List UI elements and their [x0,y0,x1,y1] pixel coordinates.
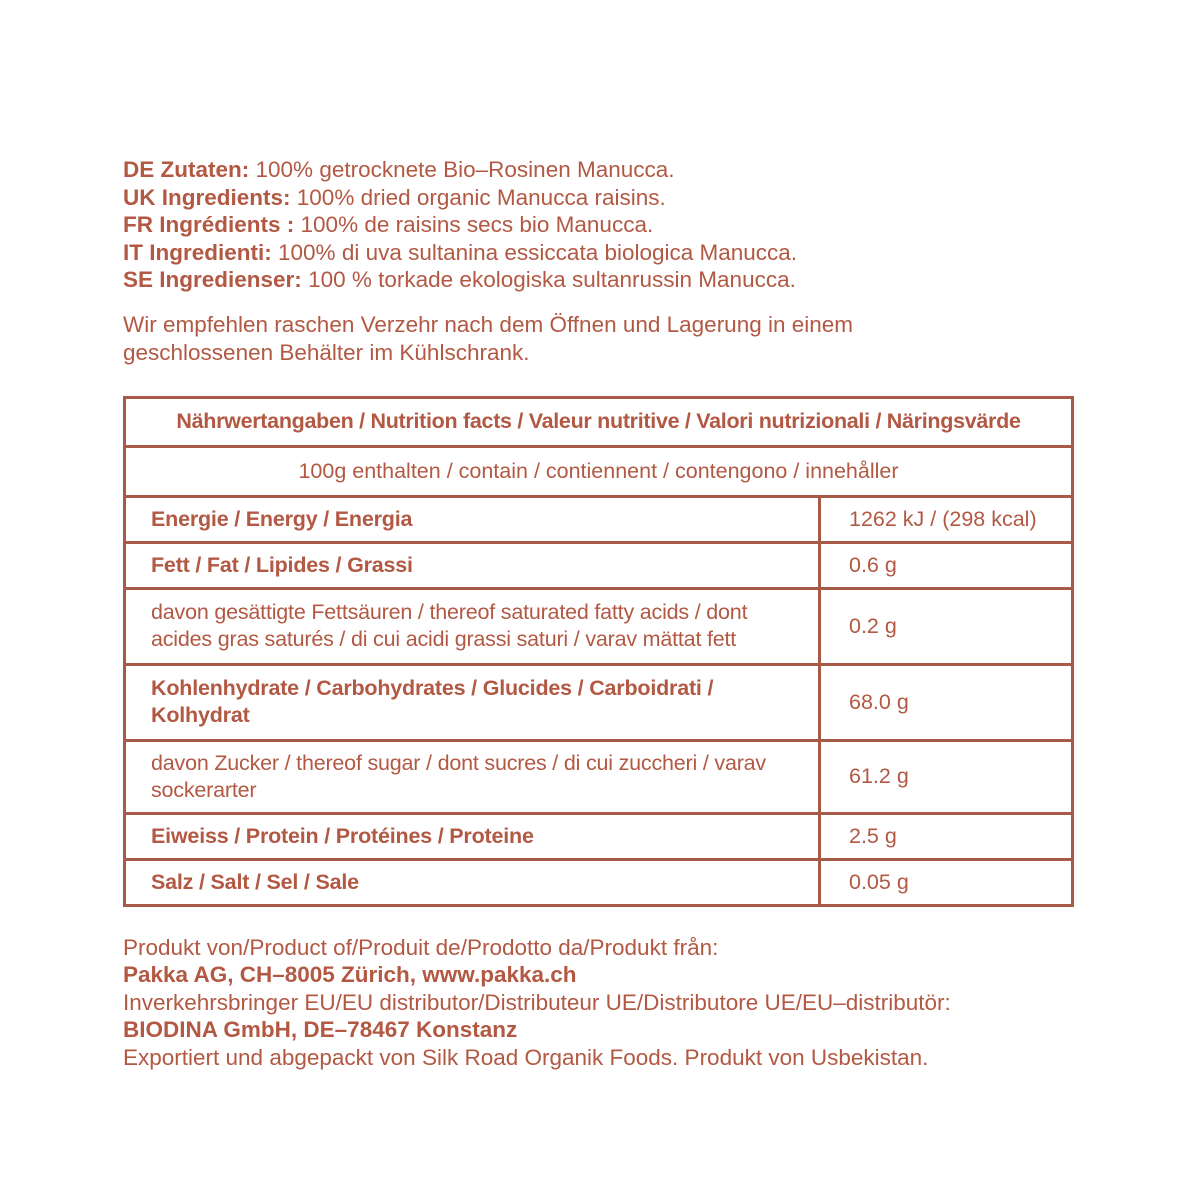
ingredients-prefix-de: DE Zutaten: [123,157,250,182]
nutrition-table-subtitle: 100g enthalten / contain / contiennent / contengono / innehåller [298,458,899,483]
nutrient-value-carbohydrates: 68.0 g [818,666,1071,739]
nutrient-label-sugar: davon Zucker / thereof sugar / dont sucres / di cui zuccheri / varav sockerarter [151,750,766,802]
nutrient-row-salt [126,858,1071,904]
ingredients-line-it [123,239,1074,267]
ingredients-text-se: 100 % torkade ekologiska sultanrussin Manucca. [308,267,796,292]
nutrient-value-fat: 0.6 g [818,544,1071,587]
nutrient-value-saturated-fat: 0.2 g [818,590,1071,663]
ingredients-text-it: 100% di uva sultanina essiccata biologica Manucca. [278,239,798,265]
nutrient-value-salt: 0.05 g [818,861,1071,904]
nutrient-value-energy: 1262 kJ / (298 kcal) [818,498,1071,541]
ingredients-line-de [123,156,1074,184]
nutrient-label-energy: Energie / Energy / Energia [151,506,413,531]
ingredients-text-de: 100% getrocknete Bio–Rosinen Manucca. [255,157,675,182]
nutrient-row-energy [126,495,1071,541]
ingredients-prefix-uk: UK Ingredients: [123,184,291,210]
nutrient-label-salt: Salz / Salt / Sel / Sale [151,869,359,894]
export-note: Exportiert und abgepackt von Silk Road Organik Foods. Produkt von Usbekistan. [123,1044,929,1070]
nutrition-table-title-row [126,399,1071,445]
nutrient-row-saturated-fat [126,587,1071,663]
nutrient-label-carbohydrates: Kohlenhydrate / Carbohydrates / Glucides / Carboidrati / Kolhydrat [151,676,714,727]
ingredients-line-se [123,266,1074,294]
footer-block [123,934,1074,1072]
nutrient-row-protein [126,812,1071,858]
storage-note: Wir empfehlen raschen Verzehr nach dem Öffnen und Lagerung in einem geschlossenen Behälter im Kühlschrank. [123,311,854,365]
ingredients-line-uk [123,184,1074,212]
nutrient-value-protein: 2.5 g [818,815,1071,858]
distributor-intro: Inverkehrsbringer EU/EU distributor/Distributeur UE/Distributore UE/EU–distributör: [123,989,951,1015]
nutrient-label-protein: Eiweiss / Protein / Protéines / Proteine [151,823,534,848]
ingredients-prefix-se: SE Ingredienser: [123,267,302,292]
ingredients-prefix-it: IT Ingredienti: [123,239,272,265]
ingredients-prefix-fr: FR Ingrédients : [123,212,295,237]
ingredients-line-fr [123,211,1074,239]
nutrient-row-fat [126,541,1071,587]
ingredients-block [123,156,1074,294]
nutrition-table-subtitle-row [126,445,1071,495]
nutrient-label-saturated-fat: davon gesättigte Fettsäuren / thereof saturated fatty acids / dont acides gras saturés / di cui acidi grassi saturi / varav mättat fett [151,600,748,651]
nutrient-label-fat: Fett / Fat / Lipides / Grassi [151,552,413,577]
producer-intro: Produkt von/Product of/Produit de/Prodotto da/Produkt från: [123,934,719,960]
producer-name: Pakka AG, CH–8005 Zürich, www.pakka.ch [123,962,577,987]
label-content [123,156,1074,1071]
distributor-name: BIODINA GmbH, DE–78467 Konstanz [123,1017,518,1042]
nutrition-table [123,396,1074,907]
ingredients-text-uk: 100% dried organic Manucca raisins. [296,184,666,210]
nutrient-row-carbohydrates [126,663,1071,739]
nutrient-value-sugar: 61.2 g [818,742,1071,812]
nutrition-table-title: Nährwertangaben / Nutrition facts / Valeur nutritive / Valori nutrizionali / Näringsvärde [176,409,1021,433]
nutrient-row-sugar [126,739,1071,812]
ingredients-text-fr: 100% de raisins secs bio Manucca. [300,212,654,237]
